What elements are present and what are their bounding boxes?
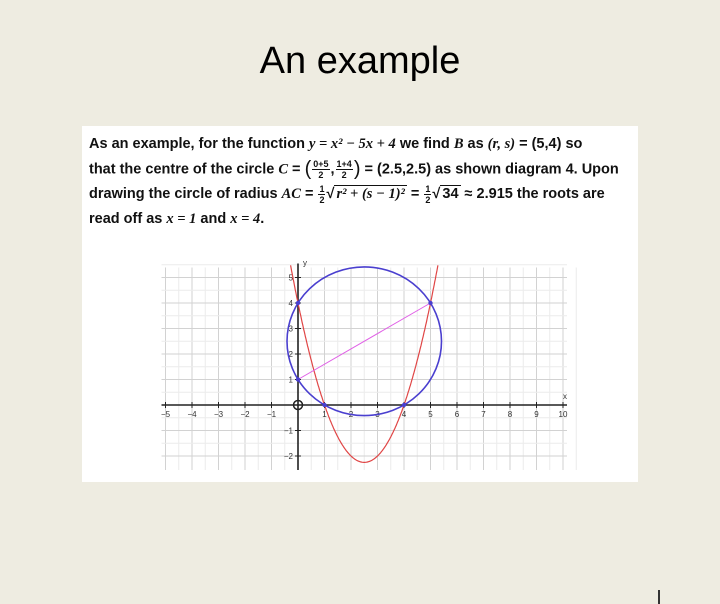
slide-title: An example (259, 40, 461, 82)
fraction-half: $\frac{1}{2}$ (319, 183, 325, 205)
intersection-point (402, 403, 406, 407)
point-b: B (453, 136, 464, 152)
text-segment: = (288, 161, 305, 178)
root-1: x = 1 (166, 211, 197, 227)
radicand-34: 34 (442, 186, 459, 202)
x-tick-label: 3 (375, 410, 380, 419)
intersection-point (296, 301, 300, 305)
y-tick-label: 4 (288, 299, 293, 308)
text-segment: As an example, for the function (89, 136, 309, 152)
text-segment: . (260, 211, 265, 227)
text-segment: we find (395, 136, 454, 152)
x-tick-label: −4 (187, 410, 197, 419)
y-tick-label: −2 (283, 452, 293, 461)
text-segment: = (406, 186, 424, 202)
fraction-y: $\frac{1+4}{2}$ (336, 159, 352, 180)
text-segment: as (463, 136, 488, 152)
x-tick-label: 4 (401, 410, 407, 419)
intersection-point (322, 403, 326, 407)
x-tick-label: 6 (454, 410, 460, 419)
text-cursor (658, 590, 660, 604)
y-tick-label: −1 (283, 426, 293, 436)
text-segment: = (5,4) so (515, 136, 583, 152)
close-paren: ) (353, 158, 361, 180)
y-tick-label: 3 (288, 324, 293, 334)
y-tick-label: 5 (288, 273, 293, 283)
intersection-point (296, 377, 300, 381)
content-card (82, 126, 638, 482)
x-tick-label: 7 (481, 410, 486, 419)
x-axis-label: x (563, 392, 567, 401)
text-segment: drawing the circle of radius (89, 186, 282, 202)
text-segment: and (196, 211, 231, 227)
function-graph (82, 126, 638, 482)
intersection-point (428, 301, 432, 305)
open-paren: ( (304, 158, 312, 180)
root-2: x = 4 (230, 211, 261, 227)
y-tick-label: 2 (288, 350, 293, 359)
text-segment: read off as (89, 211, 167, 227)
text-segment: that the centre of the circle (89, 161, 279, 178)
point-c: C (278, 161, 289, 178)
x-tick-label: −5 (160, 410, 171, 419)
rs-pair: (r, s) (487, 136, 516, 152)
x-tick-label: 8 (507, 410, 513, 419)
x-tick-label: −1 (266, 410, 277, 419)
y-tick-label: 1 (288, 375, 293, 385)
x-tick-label: 9 (534, 410, 539, 419)
x-tick-label: 1 (322, 410, 327, 419)
x-tick-label: −2 (240, 410, 250, 419)
text-line-2: that the centre of the circle C = ( $\frac{0+5}{2}$ , $\frac{1+4}{2}$ ) = (2.5,2.5) as shown diagram 4. Upon (89, 158, 619, 180)
fraction-x: $\frac{0+5}{2}$ (313, 159, 329, 180)
x-tick-label: 2 (348, 410, 354, 419)
text-line-3: drawing the circle of radius AC = $\frac{1}{2}$ √ r² + (s − 1)² = $\frac{1}{2}$ √ 34 ≈ 2.915 the roots are (89, 183, 605, 205)
text-segment: = (2.5,2.5) as shown diagram 4. Upon (360, 161, 619, 178)
text-segment: = (300, 186, 318, 202)
radicand: r² + (s − 1)² (336, 186, 405, 202)
text-segment: ≈ 2.915 the roots are (460, 186, 605, 202)
x-tick-label: 10 (558, 410, 568, 419)
fraction-half-2: $\frac{1}{2}$ (425, 183, 431, 205)
x-tick-label: −3 (213, 410, 224, 419)
segment-ac: AC (281, 186, 301, 202)
function-equation: y = x² − 5x + 4 (308, 136, 396, 152)
y-axis-label: y (303, 258, 307, 268)
x-tick-label: 5 (428, 410, 433, 419)
